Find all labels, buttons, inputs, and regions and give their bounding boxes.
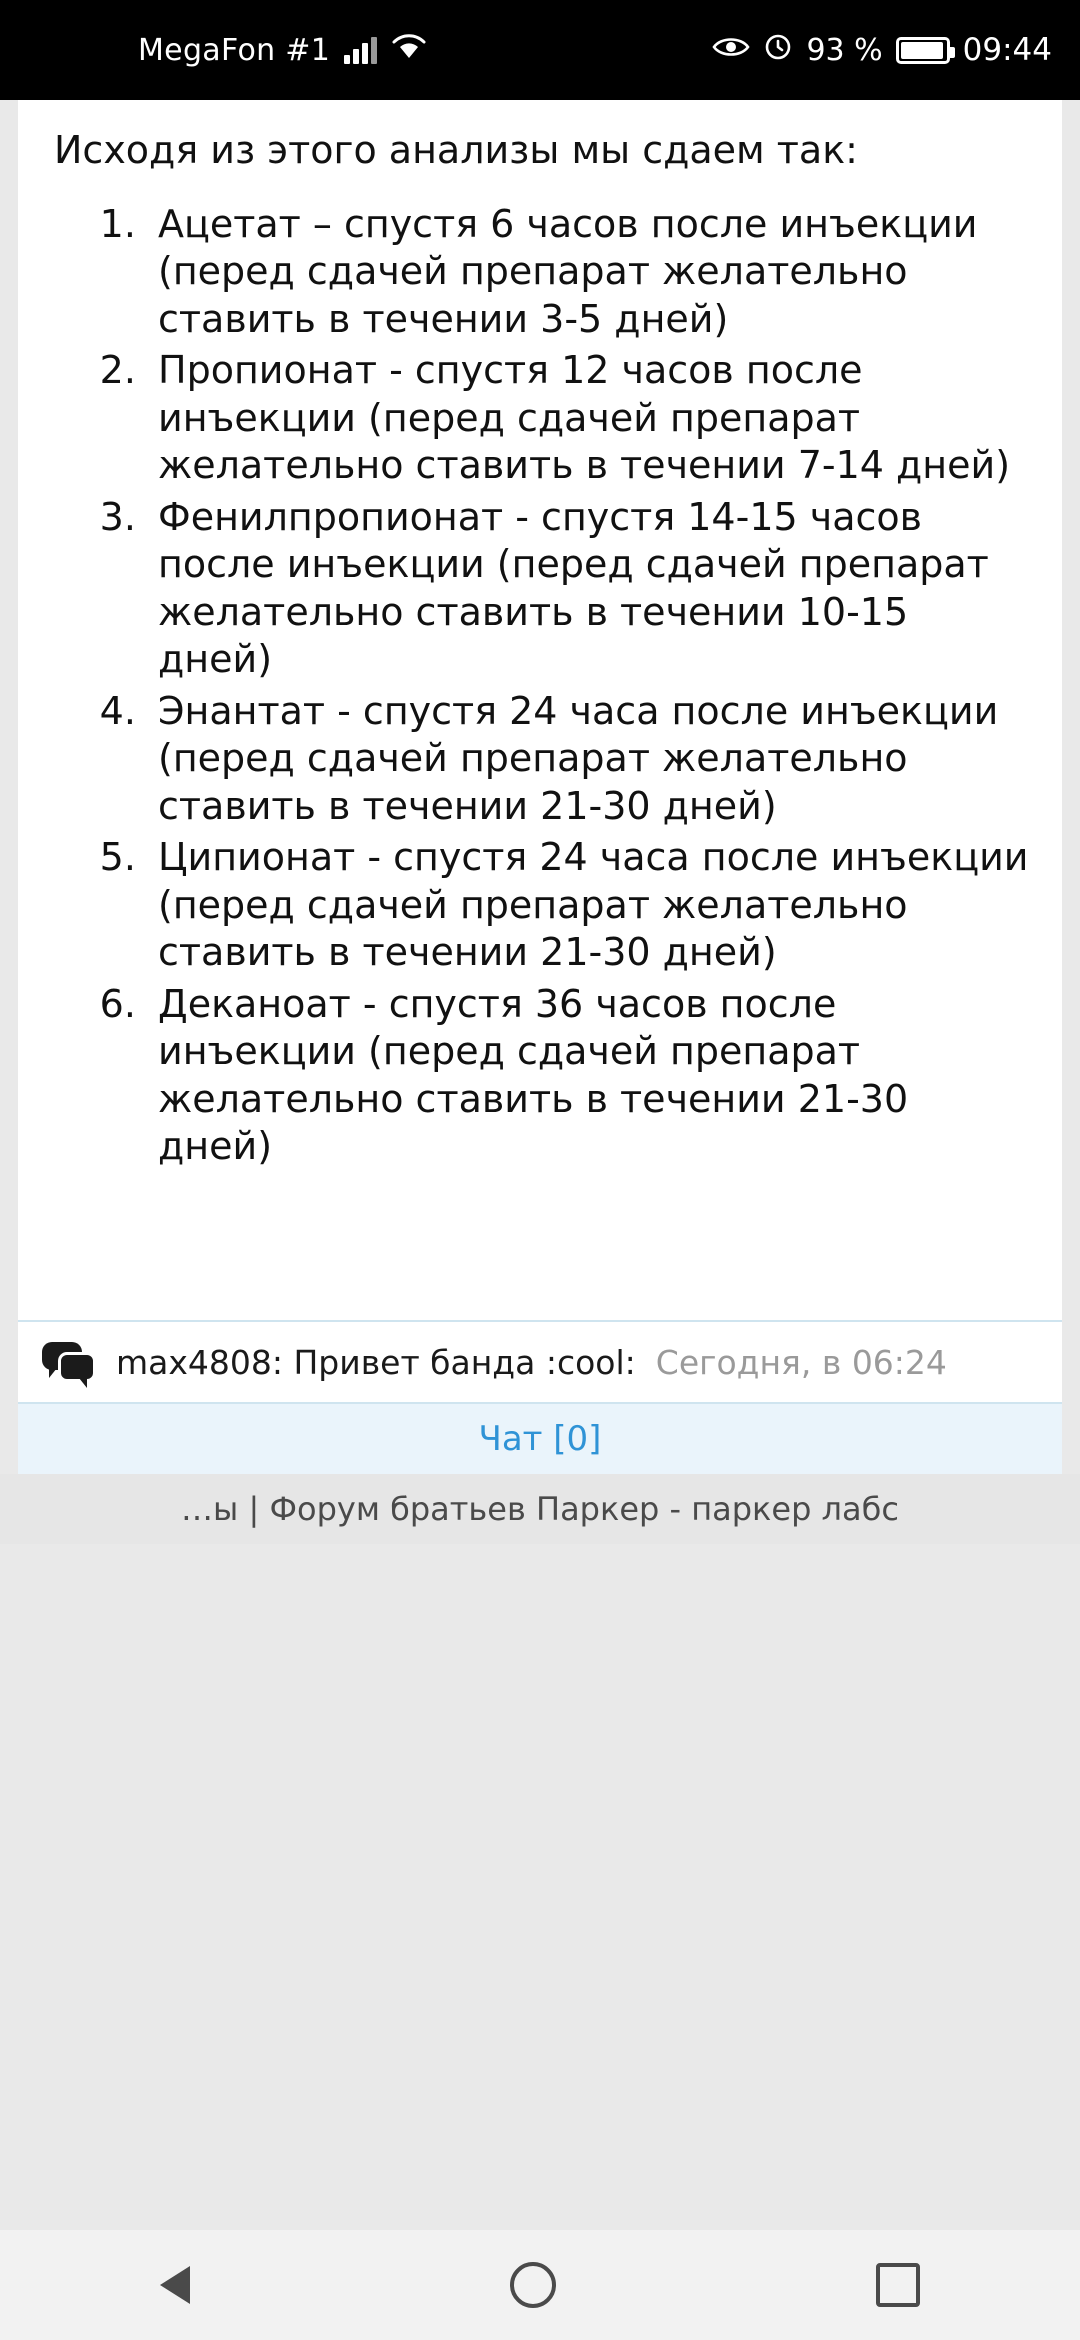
battery-icon	[896, 37, 950, 64]
chat-bubbles-icon	[42, 1340, 96, 1384]
carrier-label: MegaFon #1	[138, 32, 331, 68]
home-circle-icon[interactable]	[510, 2262, 556, 2308]
list-item: 6. Деканоат - спустя 36 часов после инъекции (перед сдачей препарат желательно ставить в течении 21-30 дней)	[148, 981, 1032, 1171]
chat-preview-bar[interactable]	[18, 1320, 1062, 1404]
battery-percent-label: 93 %	[806, 32, 883, 68]
list-item: 3. Фенилпропионат - спустя 14-15 часов после инъекции (перед сдачей препарат желательно ставить в течении 10-15 дней)	[148, 494, 1032, 684]
status-bar-clock: 09:44	[962, 32, 1052, 68]
back-triangle-icon[interactable]	[160, 2266, 190, 2304]
chat-link[interactable]: Чат [0]	[478, 1419, 602, 1459]
browser-page-title: …ы | Форум братьев Паркер - паркер лабс	[0, 1474, 1080, 1544]
list-item: 5. Ципионат - спустя 24 часа после инъекции (перед сдачей препарат желательно ставить в течении 21-30 дней)	[148, 834, 1032, 977]
status-bar	[0, 0, 1080, 100]
status-bar-right	[712, 31, 1052, 69]
chat-timestamp: Сегодня, в 06:24	[655, 1342, 947, 1382]
intro-paragraph: Исходя из этого анализы мы сдаем так:	[54, 128, 858, 172]
browser-viewport[interactable]	[0, 100, 1080, 2340]
list-item: 1. Ацетат – спустя 6 часов после инъекции (перед сдачей препарат желательно ставить в течении 3-5 дней)	[148, 201, 1032, 344]
instruction-list	[48, 201, 1032, 1171]
article-content	[18, 100, 1062, 1320]
status-bar-left	[138, 32, 427, 68]
chat-link-row[interactable]	[18, 1404, 1062, 1474]
recents-square-icon[interactable]	[876, 2263, 920, 2307]
wifi-icon	[391, 32, 427, 68]
list-item: 2. Пропионат - спустя 12 часов после инъекции (перед сдачей препарат желательно ставить в течении 7-14 дней)	[148, 347, 1032, 490]
chat-message-text: max4808: Привет банда :cool:	[116, 1342, 636, 1382]
list-item: 4. Энантат - спустя 24 часа после инъекции (перед сдачей препарат желательно ставить в течении 21-30 дней)	[148, 688, 1032, 831]
alarm-clock-icon	[763, 31, 793, 69]
signal-bars-icon	[344, 36, 377, 64]
system-navigation-bar[interactable]	[0, 2230, 1080, 2340]
eye-icon	[712, 33, 750, 68]
